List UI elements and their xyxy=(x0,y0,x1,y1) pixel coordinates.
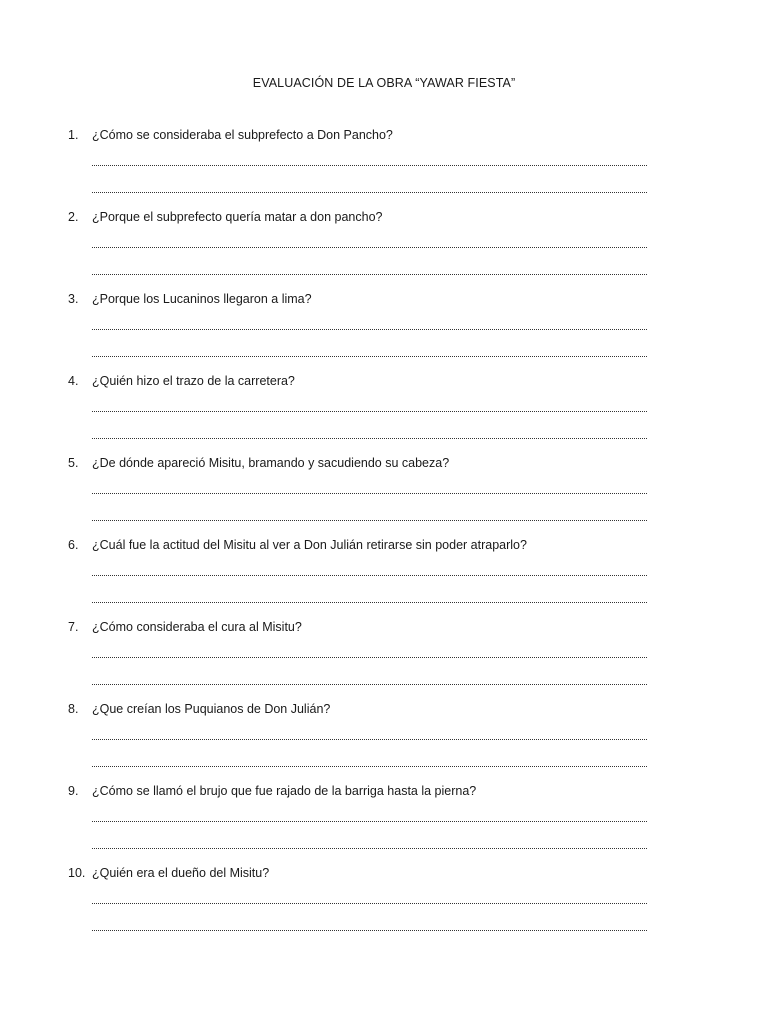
question-8 xyxy=(0,700,768,782)
answer-line xyxy=(92,739,647,740)
question-1 xyxy=(0,126,768,208)
question-text: ¿Cómo se llamó el brujo que fue rajado de la barriga hasta la pierna? xyxy=(92,784,477,798)
question-2 xyxy=(0,208,768,290)
question-number: 3. xyxy=(68,292,79,306)
answer-line xyxy=(92,438,647,439)
question-header xyxy=(0,372,768,392)
question-text: ¿Quién hizo el trazo de la carretera? xyxy=(92,374,295,388)
question-list xyxy=(0,126,768,946)
answer-line xyxy=(92,329,647,330)
answer-line xyxy=(92,247,647,248)
question-header xyxy=(0,454,768,474)
question-number: 6. xyxy=(68,538,79,552)
answer-line xyxy=(92,575,647,576)
question-text: ¿Porque los Lucaninos llegaron a lima? xyxy=(92,292,312,306)
question-header xyxy=(0,618,768,638)
question-number: 10. xyxy=(68,866,86,880)
question-3 xyxy=(0,290,768,372)
question-number: 8. xyxy=(68,702,79,716)
answer-line xyxy=(92,930,647,931)
answer-line xyxy=(92,493,647,494)
question-text: ¿De dónde apareció Misitu, bramando y sacudiendo su cabeza? xyxy=(92,456,450,470)
answer-line xyxy=(92,821,647,822)
question-text: ¿Cuál fue la actitud del Misitu al ver a Don Julián retirarse sin poder atraparlo? xyxy=(92,538,527,552)
question-text: ¿Que creían los Puquianos de Don Julián? xyxy=(92,702,331,716)
question-header xyxy=(0,208,768,228)
answer-line xyxy=(92,903,647,904)
question-number: 7. xyxy=(68,620,79,634)
question-number: 4. xyxy=(68,374,79,388)
question-number: 9. xyxy=(68,784,79,798)
question-header xyxy=(0,290,768,310)
question-text: ¿Cómo consideraba el cura al Misitu? xyxy=(92,620,302,634)
question-header xyxy=(0,536,768,556)
question-header xyxy=(0,782,768,802)
question-text: ¿Quién era el dueño del Misitu? xyxy=(92,866,270,880)
answer-line xyxy=(92,192,647,193)
question-header xyxy=(0,700,768,720)
question-6 xyxy=(0,536,768,618)
answer-line xyxy=(92,520,647,521)
question-7 xyxy=(0,618,768,700)
question-text: ¿Cómo se consideraba el subprefecto a Don Pancho? xyxy=(92,128,393,142)
answer-line xyxy=(92,684,647,685)
question-4 xyxy=(0,372,768,454)
answer-line xyxy=(92,657,647,658)
question-9 xyxy=(0,782,768,864)
question-header xyxy=(0,864,768,884)
answer-line xyxy=(92,165,647,166)
answer-line xyxy=(92,602,647,603)
document-title: EVALUACIÓN DE LA OBRA “YAWAR FIESTA” xyxy=(252,76,516,90)
question-number: 5. xyxy=(68,456,79,470)
question-text: ¿Porque el subprefecto quería matar a don pancho? xyxy=(92,210,383,224)
question-number: 2. xyxy=(68,210,79,224)
answer-line xyxy=(92,848,647,849)
answer-line xyxy=(92,274,647,275)
question-10 xyxy=(0,864,768,946)
answer-line xyxy=(92,411,647,412)
question-5 xyxy=(0,454,768,536)
answer-line xyxy=(92,766,647,767)
answer-line xyxy=(92,356,647,357)
question-header xyxy=(0,126,768,146)
question-number: 1. xyxy=(68,128,79,142)
